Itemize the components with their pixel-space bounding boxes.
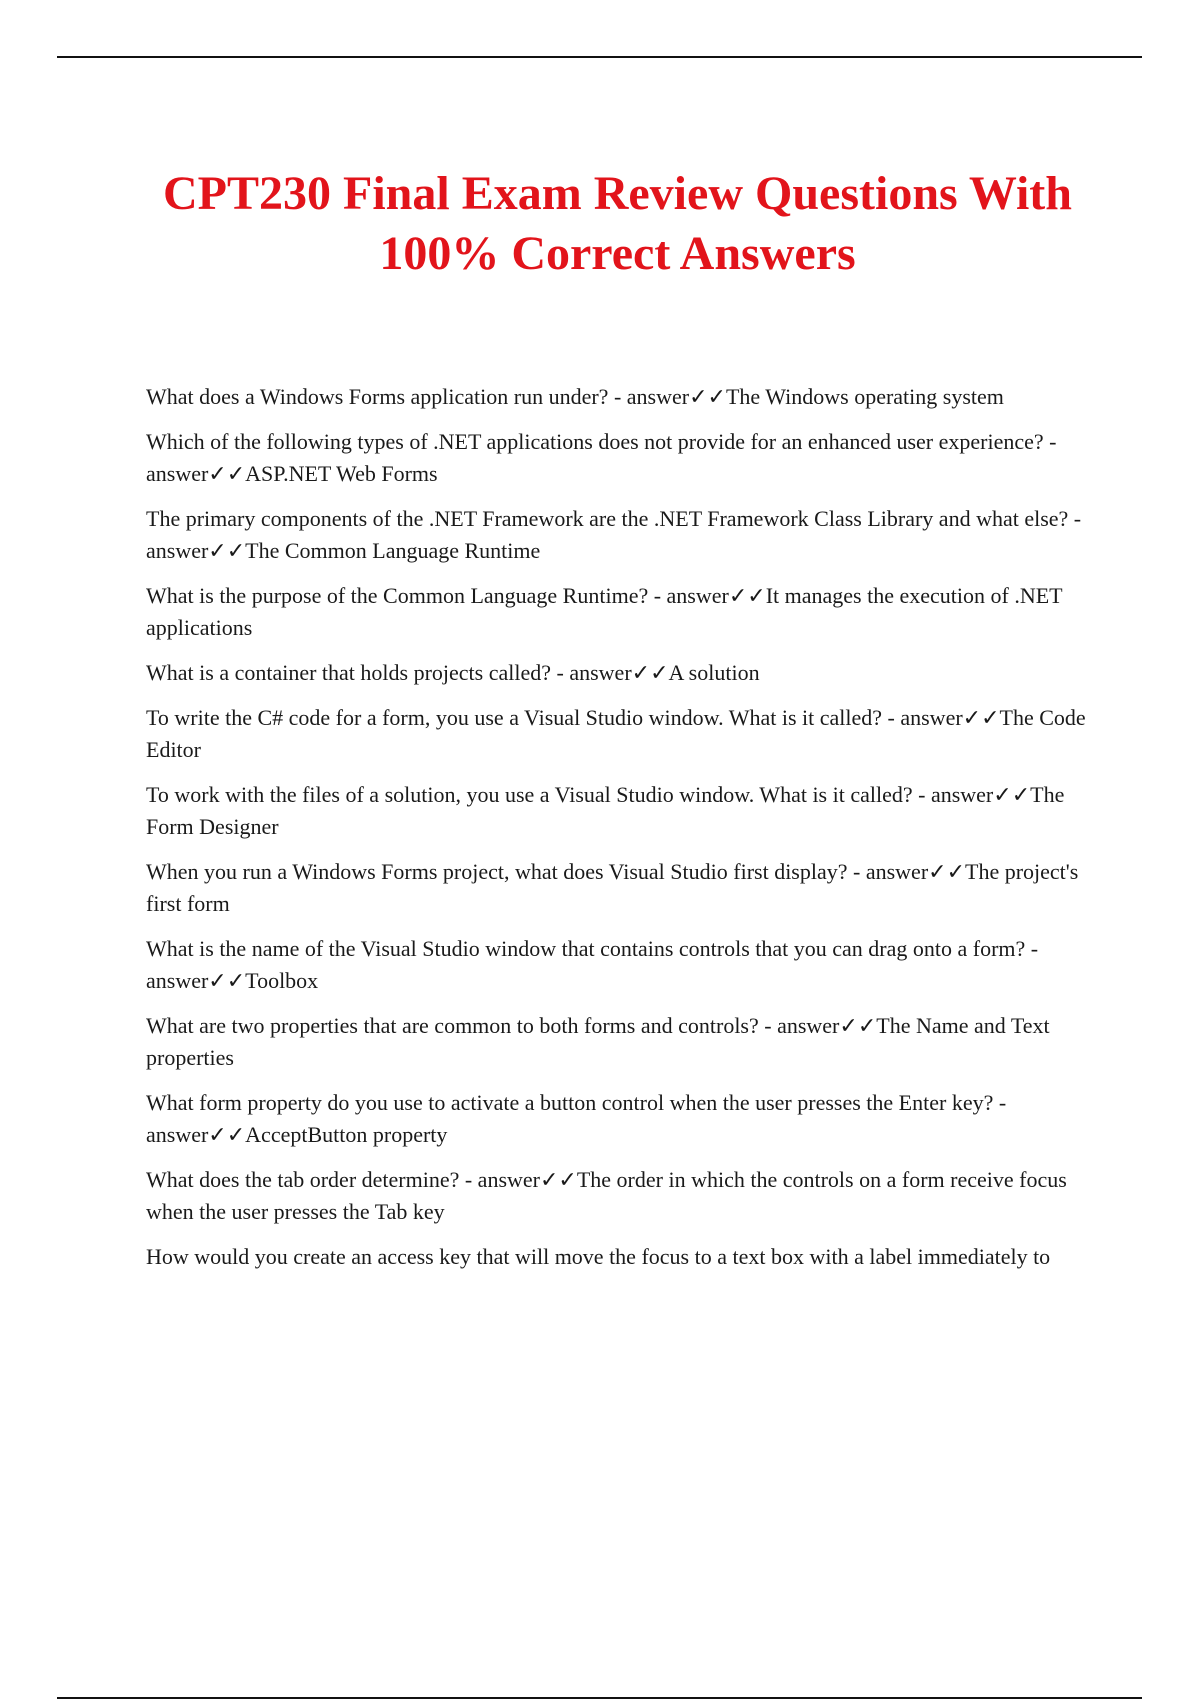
qa-item: Which of the following types of .NET applications does not provide for an enhanced user experience? - answer✓✓ASP.NET Web Forms xyxy=(146,429,1057,486)
document-title-line-1: CPT230 Final Exam Review Questions With xyxy=(163,167,1072,220)
qa-item: To write the C# code for a form, you use a Visual Studio window. What is it called? - answer✓✓The Code Editor xyxy=(146,705,1086,762)
qa-item: What form property do you use to activate a button control when the user presses the Enter key? - answer✓✓AcceptButton property xyxy=(146,1090,1007,1147)
qa-item: To work with the files of a solution, you use a Visual Studio window. What is it called? - answer✓✓The Form Designer xyxy=(146,782,1065,839)
document-title-line-2: 100% Correct Answers xyxy=(379,227,856,280)
qa-item: The primary components of the .NET Framework are the .NET Framework Class Library and what else? - answer✓✓The Common Language Runtime xyxy=(146,506,1082,563)
qa-list xyxy=(146,381,1091,1286)
bottom-rule xyxy=(57,1697,1142,1699)
qa-item: What is a container that holds projects called? - answer✓✓A solution xyxy=(146,660,760,685)
qa-item: What is the purpose of the Common Language Runtime? - answer✓✓It manages the execution of .NET applications xyxy=(146,583,1063,640)
qa-item: What does a Windows Forms application run under? - answer✓✓The Windows operating system xyxy=(146,384,1004,409)
document-title xyxy=(100,164,1135,284)
qa-item: What is the name of the Visual Studio window that contains controls that you can drag onto a form? - answer✓✓Toolbox xyxy=(146,936,1039,993)
qa-item: When you run a Windows Forms project, what does Visual Studio first display? - answer✓✓The project's first form xyxy=(146,859,1079,916)
qa-item: What are two properties that are common to both forms and controls? - answer✓✓The Name and Text properties xyxy=(146,1013,1050,1070)
top-rule xyxy=(57,56,1142,58)
qa-item: What does the tab order determine? - answer✓✓The order in which the controls on a form receive focus when the user presses the Tab key xyxy=(146,1167,1067,1224)
qa-item: How would you create an access key that will move the focus to a text box with a label immediately to xyxy=(146,1244,1051,1269)
